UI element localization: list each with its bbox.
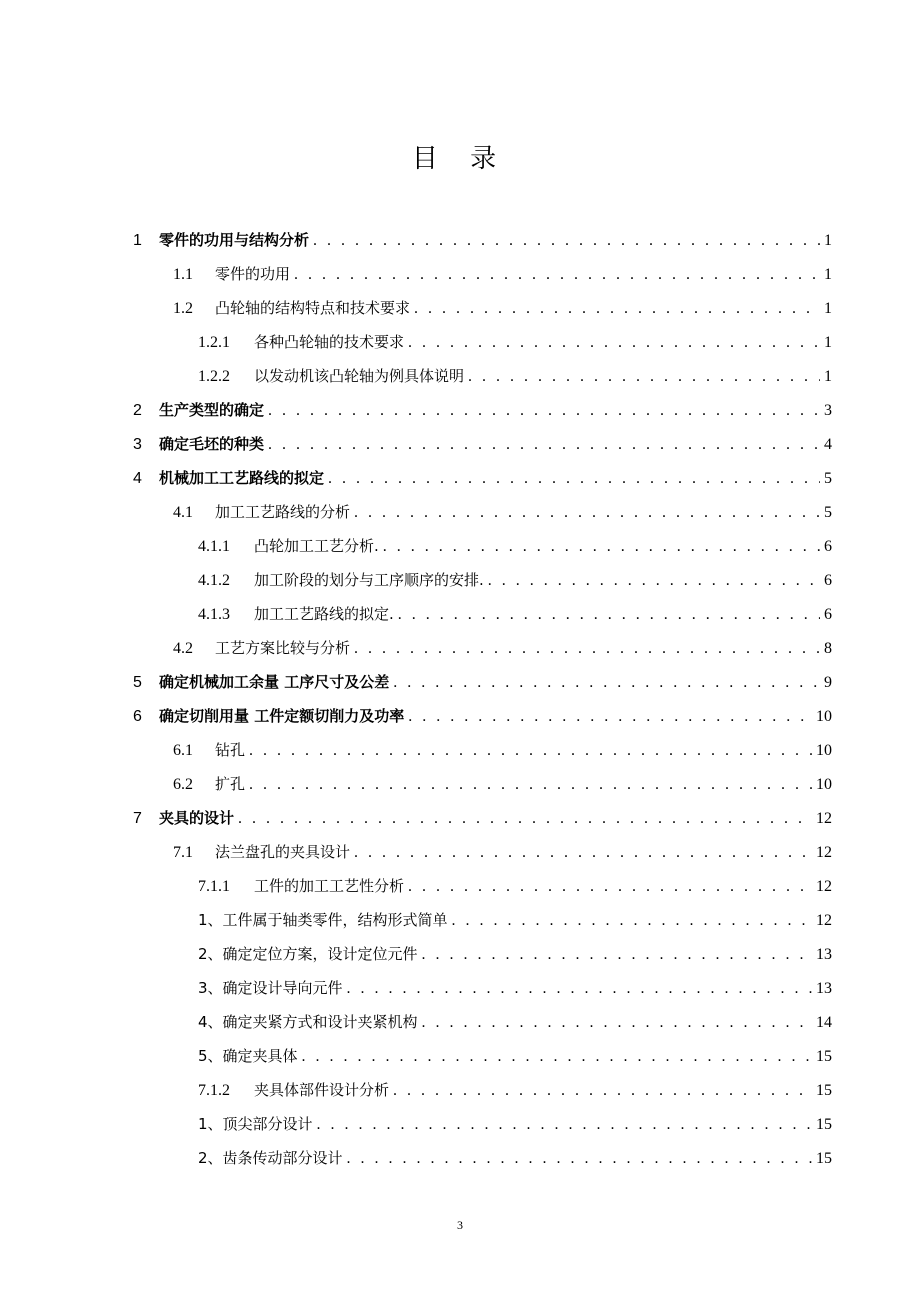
toc-entry[interactable] (173, 492, 832, 522)
toc-entry[interactable] (133, 390, 832, 420)
toc-entry-number: 7.1.2 (198, 1082, 230, 1099)
toc-entry-number: 3 (133, 436, 142, 453)
toc-entry[interactable] (198, 356, 832, 386)
toc-entry-label: 零件的功用 (215, 265, 291, 283)
toc-entry-page: 12 (816, 912, 832, 929)
toc-entry-label: 确定机械加工余量 工序尺寸及公差 (159, 673, 390, 691)
toc-entry[interactable] (198, 968, 832, 998)
toc-entry-page: 1 (824, 300, 832, 317)
toc-entry-page: 1 (824, 368, 832, 385)
toc-dot-leader (414, 300, 820, 318)
toc-entry[interactable] (133, 798, 832, 828)
toc-dot-leader (268, 402, 820, 420)
toc-dot-leader (313, 232, 820, 250)
toc-dot-leader (354, 844, 812, 862)
toc-entry-page: 10 (816, 776, 832, 793)
toc-entry-number: 4.1.1 (198, 538, 230, 555)
toc-entry-page: 1 (824, 334, 832, 351)
toc-entry-label: 3、确定设计导向元件 (198, 979, 343, 997)
toc-entry-number: 4.1.3 (198, 606, 230, 623)
toc-dot-leader (347, 1150, 812, 1168)
toc-dot-leader (452, 912, 812, 930)
toc-dot-leader (422, 946, 812, 964)
toc-dot-leader (408, 878, 812, 896)
toc-entry[interactable] (173, 628, 832, 658)
toc-entry-number: 1.2.1 (198, 334, 230, 351)
toc-dot-leader (398, 606, 820, 624)
toc-dot-leader (238, 810, 812, 828)
toc-entry-label: 钻孔 (215, 741, 246, 759)
toc-dot-leader (408, 708, 812, 726)
toc-dot-leader (249, 742, 812, 760)
toc-entry[interactable] (198, 1070, 832, 1100)
toc-entry-page: 12 (816, 810, 832, 827)
toc-entry-number: 7 (133, 810, 142, 827)
toc-entry-label: 夹具体部件设计分析 (254, 1081, 390, 1099)
toc-entry-label: 法兰盘孔的夹具设计 (215, 843, 351, 861)
toc-entry-label: 工件的加工工艺性分析 (254, 877, 405, 895)
toc-entry-page: 13 (816, 980, 832, 997)
toc-entry[interactable] (198, 1138, 832, 1168)
toc-entry-number: 4.1 (173, 504, 193, 521)
toc-entry-page: 5 (824, 504, 832, 521)
toc-entry[interactable] (173, 764, 832, 794)
toc-entry[interactable] (198, 866, 832, 896)
page-number: 3 (457, 1218, 463, 1232)
toc-entry-label: 夹具的设计 (159, 809, 235, 827)
toc-dot-leader (383, 538, 820, 556)
toc-entry[interactable] (198, 526, 832, 556)
toc-dot-leader (354, 504, 820, 522)
toc-dot-leader (302, 1048, 812, 1066)
toc-entry-label: 零件的功用与结构分析 (159, 231, 310, 249)
toc-entry-label: 加工工艺路线的分析 (215, 503, 351, 521)
toc-dot-leader (354, 640, 820, 658)
toc-entry[interactable] (133, 696, 832, 726)
toc-entry-page: 15 (816, 1150, 832, 1167)
toc-entry-page: 8 (824, 640, 832, 657)
toc-entry-number: 7.1 (173, 844, 193, 861)
page-title: 目 录 (411, 144, 509, 174)
toc-entry-number: 4.2 (173, 640, 193, 657)
toc-entry-label: 确定毛坯的种类 (159, 435, 265, 453)
toc-entry[interactable] (133, 458, 832, 488)
toc-entry-page: 15 (816, 1048, 832, 1065)
toc-entry-number: 5 (133, 674, 142, 691)
toc-dot-leader (317, 1116, 812, 1134)
toc-entry-number: 1 (133, 232, 142, 249)
toc-entry-label: 1、工件属于轴类零件，结构形式简单 (198, 911, 448, 929)
toc-entry[interactable] (133, 424, 832, 454)
toc-entry[interactable] (198, 900, 832, 930)
toc-entry-page: 10 (816, 742, 832, 759)
toc-entry-label: 4、确定夹紧方式和设计夹紧机构 (198, 1013, 418, 1031)
toc-entry[interactable] (198, 322, 832, 352)
toc-dot-leader (488, 572, 820, 590)
toc-entry-label: 加工工艺路线的拟定. (254, 605, 394, 623)
toc-entry[interactable] (198, 934, 832, 964)
toc-entry-number: 1.1 (173, 266, 193, 283)
toc-entry[interactable] (173, 254, 832, 284)
toc-entry-label: 凸轮轴的结构特点和技术要求 (215, 299, 411, 317)
toc-entry[interactable] (198, 594, 832, 624)
toc-entry-label: 凸轮加工工艺分析. (254, 537, 379, 555)
toc-entry-number: 6.1 (173, 742, 193, 759)
toc-entry-number: 4.1.2 (198, 572, 230, 589)
toc-entry[interactable] (173, 730, 832, 760)
toc-entry-page: 1 (824, 266, 832, 283)
toc-dot-leader (347, 980, 812, 998)
toc-entry-label: 1、顶尖部分设计 (198, 1115, 313, 1133)
toc-entry-label: 生产类型的确定 (159, 401, 265, 419)
toc-entry[interactable] (198, 1036, 832, 1066)
toc-entry-number: 2 (133, 402, 142, 419)
toc-entry-page: 3 (824, 402, 832, 419)
toc-entry-page: 15 (816, 1116, 832, 1133)
toc-entry-page: 14 (816, 1014, 832, 1031)
toc-entry-label: 2、齿条传动部分设计 (198, 1149, 343, 1167)
toc-entry-page: 13 (816, 946, 832, 963)
toc-entry-label: 确定切削用量 工件定额切削力及功率 (159, 707, 405, 725)
toc-dot-leader (268, 436, 820, 454)
toc-entry-label: 5、确定夹具体 (198, 1047, 298, 1065)
toc-entry[interactable] (198, 1104, 832, 1134)
toc-dot-leader (249, 776, 812, 794)
toc-entry-number: 4 (133, 470, 142, 487)
toc-entry-number: 6.2 (173, 776, 193, 793)
toc-entry[interactable] (198, 1002, 832, 1032)
toc-entry[interactable] (173, 288, 832, 318)
toc-dot-leader (328, 470, 820, 488)
toc-entry[interactable] (173, 832, 832, 862)
toc-entry-page: 5 (824, 470, 832, 487)
toc-entry-label: 2、确定定位方案，设计定位元件 (198, 945, 418, 963)
toc-entry-page: 6 (824, 606, 832, 623)
toc-entry-page: 9 (824, 674, 832, 691)
toc-entry-page: 6 (824, 572, 832, 589)
toc-entry[interactable] (133, 220, 832, 250)
toc-entry-page: 12 (816, 844, 832, 861)
toc-entry[interactable] (133, 662, 832, 692)
toc-dot-leader (468, 368, 820, 386)
toc-entry-number: 7.1.1 (198, 878, 230, 895)
toc-entry-label: 加工阶段的划分与工序顺序的安排. (254, 571, 484, 589)
toc-entry-label: 机械加工工艺路线的拟定 (159, 469, 325, 487)
toc-entry-number: 1.2.2 (198, 368, 230, 385)
toc-entry[interactable] (198, 560, 832, 590)
toc-dot-leader (422, 1014, 812, 1032)
toc-entry-page: 4 (824, 436, 832, 453)
toc-entry-number: 1.2 (173, 300, 193, 317)
toc-entry-label: 各种凸轮轴的技术要求 (254, 333, 405, 351)
toc-dot-leader (393, 674, 820, 692)
toc-entry-label: 以发动机该凸轮轴为例具体说明 (254, 367, 465, 385)
toc-entry-page: 10 (816, 708, 832, 725)
toc-dot-leader (408, 334, 820, 352)
toc-entry-page: 12 (816, 878, 832, 895)
toc-entry-label: 扩孔 (215, 775, 246, 793)
toc-entry-page: 1 (824, 232, 832, 249)
toc-entry-number: 6 (133, 708, 142, 725)
toc-dot-leader (294, 266, 820, 284)
toc-entry-label: 工艺方案比较与分析 (215, 639, 351, 657)
toc-dot-leader (393, 1082, 812, 1100)
toc-entry-page: 15 (816, 1082, 832, 1099)
toc-entry-page: 6 (824, 538, 832, 555)
